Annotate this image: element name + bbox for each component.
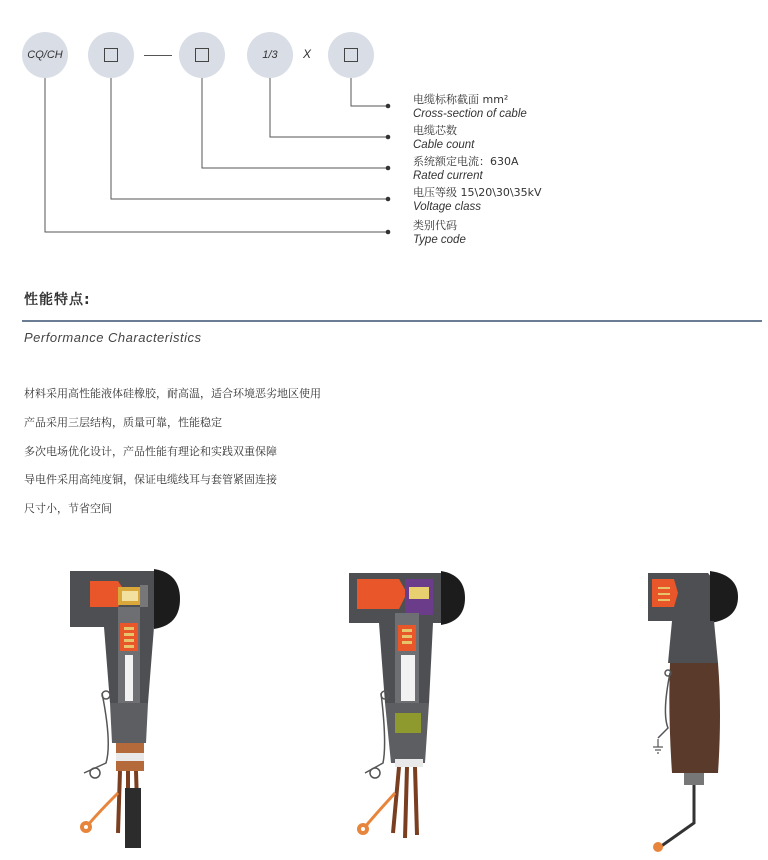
legend-type-code <box>413 218 466 248</box>
legend-cross-section-en: Cross-section of cable <box>413 108 527 120</box>
legend-rated-current-en: Rated current <box>413 170 483 182</box>
legend-voltage-class-cn: 电压等级 15\20\30\35kV <box>413 186 542 199</box>
legend-cable-count-cn: 电缆芯数 <box>413 124 457 137</box>
feature-item: 尺寸小，节省空间 <box>24 502 112 516</box>
feature-item: 产品采用三层结构，质量可靠，性能稳定 <box>24 415 222 429</box>
connector-cutaway-image-2 <box>345 563 475 853</box>
legend-rated-current-cn: 系统额定电流：630A <box>413 155 519 168</box>
legend-type-code-en: Type code <box>413 234 466 246</box>
feature-list <box>24 386 321 530</box>
feature-item: 多次电场优化设计，产品性能有理论和实践双重保障 <box>24 444 277 458</box>
code-multiply-sign: X <box>303 47 312 61</box>
section-divider <box>22 320 762 322</box>
section-title-en: Performance Characteristics <box>24 330 202 345</box>
legend-cable-count-en: Cable count <box>413 139 475 151</box>
feature-item: 材料采用高性能液体硅橡胶，耐高温，适合环境恶劣地区使用 <box>24 387 321 400</box>
connector-cutaway-image-1 <box>62 563 202 853</box>
legend-rated-current <box>413 154 519 184</box>
feature-item: 导电件采用高纯度铜，保证电缆线耳与套管紧固连接 <box>24 473 277 487</box>
legend-cross-section <box>413 92 527 122</box>
legend-leader-lines <box>0 0 768 260</box>
connector-exterior-image <box>638 563 748 853</box>
code-prefix: CQ/CH <box>27 49 63 61</box>
legend-voltage-class-en: Voltage class <box>413 201 481 213</box>
legend-cable-count <box>413 123 474 153</box>
legend-cross-section-cn: 电缆标称截面 mm² <box>413 93 509 106</box>
legend-type-code-cn: 类别代码 <box>413 219 457 232</box>
code-cores: 1/3 <box>262 49 278 61</box>
legend-voltage-class <box>413 185 542 215</box>
section-title-cn: 性能特点: <box>24 292 91 308</box>
